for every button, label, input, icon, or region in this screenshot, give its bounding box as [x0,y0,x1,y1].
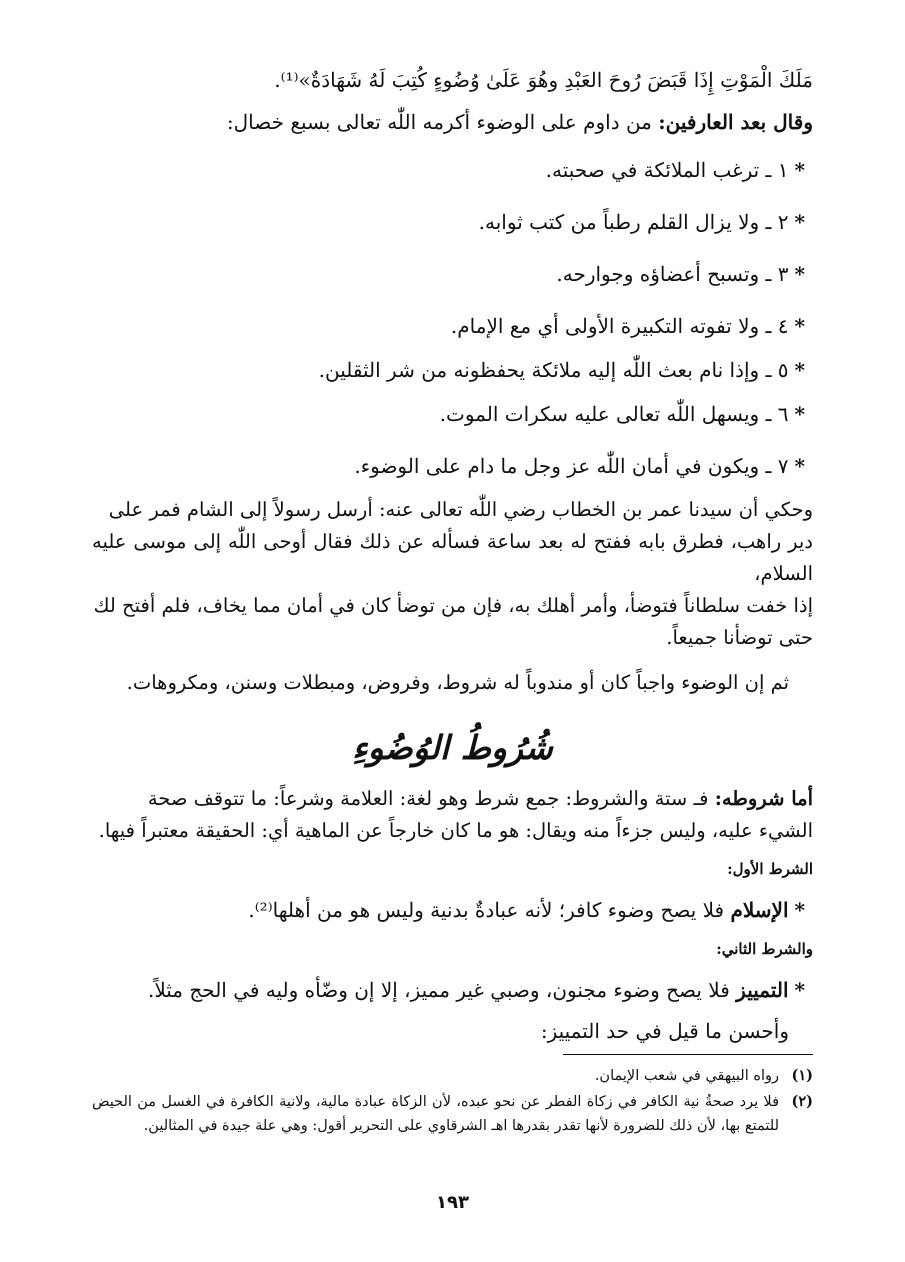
footnote-divider [563,1054,813,1055]
summary-paragraph: ثم إن الوضوء واجباً كان أو مندوباً له شروط، وفروض، ومبطلات وسنن، ومكروهات. [126,671,789,694]
condition-label: الشرط الأول: [727,860,813,878]
condition-term: التمييز [736,978,789,1002]
section-heading: شُرُوطُ الوُضُوءِ [352,728,553,767]
asterisk-icon: * [794,358,805,382]
asterisk-icon: * [794,978,805,1002]
intro-paragraph [92,108,813,136]
list-item: *١ ـ ترغب الملائكة في صحبته. [545,158,805,182]
footnote-text: رواه البيهقي في شعب الإيمان. [594,1068,779,1084]
asterisk-icon: * [794,314,805,338]
story-paragraph: وحكي أن سيدنا عمر بن الخطاب رضي اللّٰه تعالى عنه: أرسل رسولاً إلى الشام فمر على دير راهب، فطرق بابه ففتح له بعد ساعة فسأله عن ذلك فقال أوحى اللّٰه إلى موسى عليه السلام، إذا خفت سلطاناً فتوضأ، وأمر أهلك به، فإن من توضأ كان في أمان مما يخاف، فلم أفتح لك حتى توضأنا جميعاً. [92,498,813,649]
asterisk-icon: * [794,210,805,234]
intro-text: من داوم على الوضوء أكرمه اللّٰه تعالى بسبع خصال: [226,110,652,134]
asterisk-icon: * [794,454,805,478]
list-item: *٦ ـ ويسهل اللّٰه تعالى عليه سكرات الموت. [439,402,805,426]
list-item: *٣ ـ وتسبح أعضاؤه وجوارحه. [556,262,805,286]
definition-lead: أما شروطه: [714,787,813,810]
page-body [92,66,813,1045]
asterisk-icon: * [794,402,805,426]
footnote [92,1064,813,1088]
condition-term: الإسلام [730,898,789,922]
intro-speaker: وقال بعد العارفين: [658,110,813,134]
virtues-list [92,156,813,480]
footnote-number: (٢) [791,1093,813,1110]
footnote-number: (١) [791,1067,813,1084]
condition-item: *التمييز فلا يصح وضوء مجنون، وصبي غير مميز، إلا إن وضّأه وليه في الحج مثلاً. [147,978,805,1002]
hadith-quote-line: مَلَكَ الْمَوْتِ إِذَا قَبَضَ رُوحَ العَبْدِ وهُوَ عَلَىٰ وُضُوءٍ كُتِبَ لَهُ شَهَادَةٌ»⁽¹⁾. [274,68,813,92]
list-item: *٥ ـ وإذا نام بعث اللّٰه إليه ملائكة يحفظونه من شر الثقلين. [318,358,805,382]
footnote [92,1090,813,1138]
list-item: *٧ ـ ويكون في أمان اللّٰه عز وجل ما دام على الوضوء. [354,454,805,478]
asterisk-icon: * [794,262,805,286]
footnote-text: فلا يرد صحةُ نية الكافر في زكاة الفطر عن نحو عبده، لأن الزكاة عبادة مالية، ولانية الكافرة في الغسل من الحيض للتمتع بها، لأن ذلك للضرورة لأنها تقدر بقدرها اهـ الشرقاوي على التحرير أقول: وهي علة جيدة في المثالين. [92,1094,779,1134]
definition-paragraph: أما شروطه: فـ ستة والشروط: جمع شرط وهو لغة: العلامة وشرعاً: ما تتوقف صحة الشيء عليه، وليس جزءاً منه ويقال: هو ما كان خارجاً عن الماهية أي: الحقيقة معتبراً فيها. [98,787,813,842]
footnotes [92,1064,813,1140]
condition-label: والشرط الثاني: [716,940,813,958]
page-number: ١٩٣ [436,1192,469,1213]
closing-line: وأحسن ما قيل في حد التمييز: [540,1019,789,1043]
asterisk-icon: * [794,898,805,922]
asterisk-icon: * [794,158,805,182]
list-item: *٢ ـ ولا يزال القلم رطباً من كتب ثوابه. [478,210,805,234]
list-item: *٤ ـ ولا تفوته التكبيرة الأولى أي مع الإمام. [450,314,805,338]
condition-item: *الإسلام فلا يصح وضوء كافر؛ لأنه عبادةٌ بدنية وليس هو من أهلها⁽²⁾. [248,898,805,922]
